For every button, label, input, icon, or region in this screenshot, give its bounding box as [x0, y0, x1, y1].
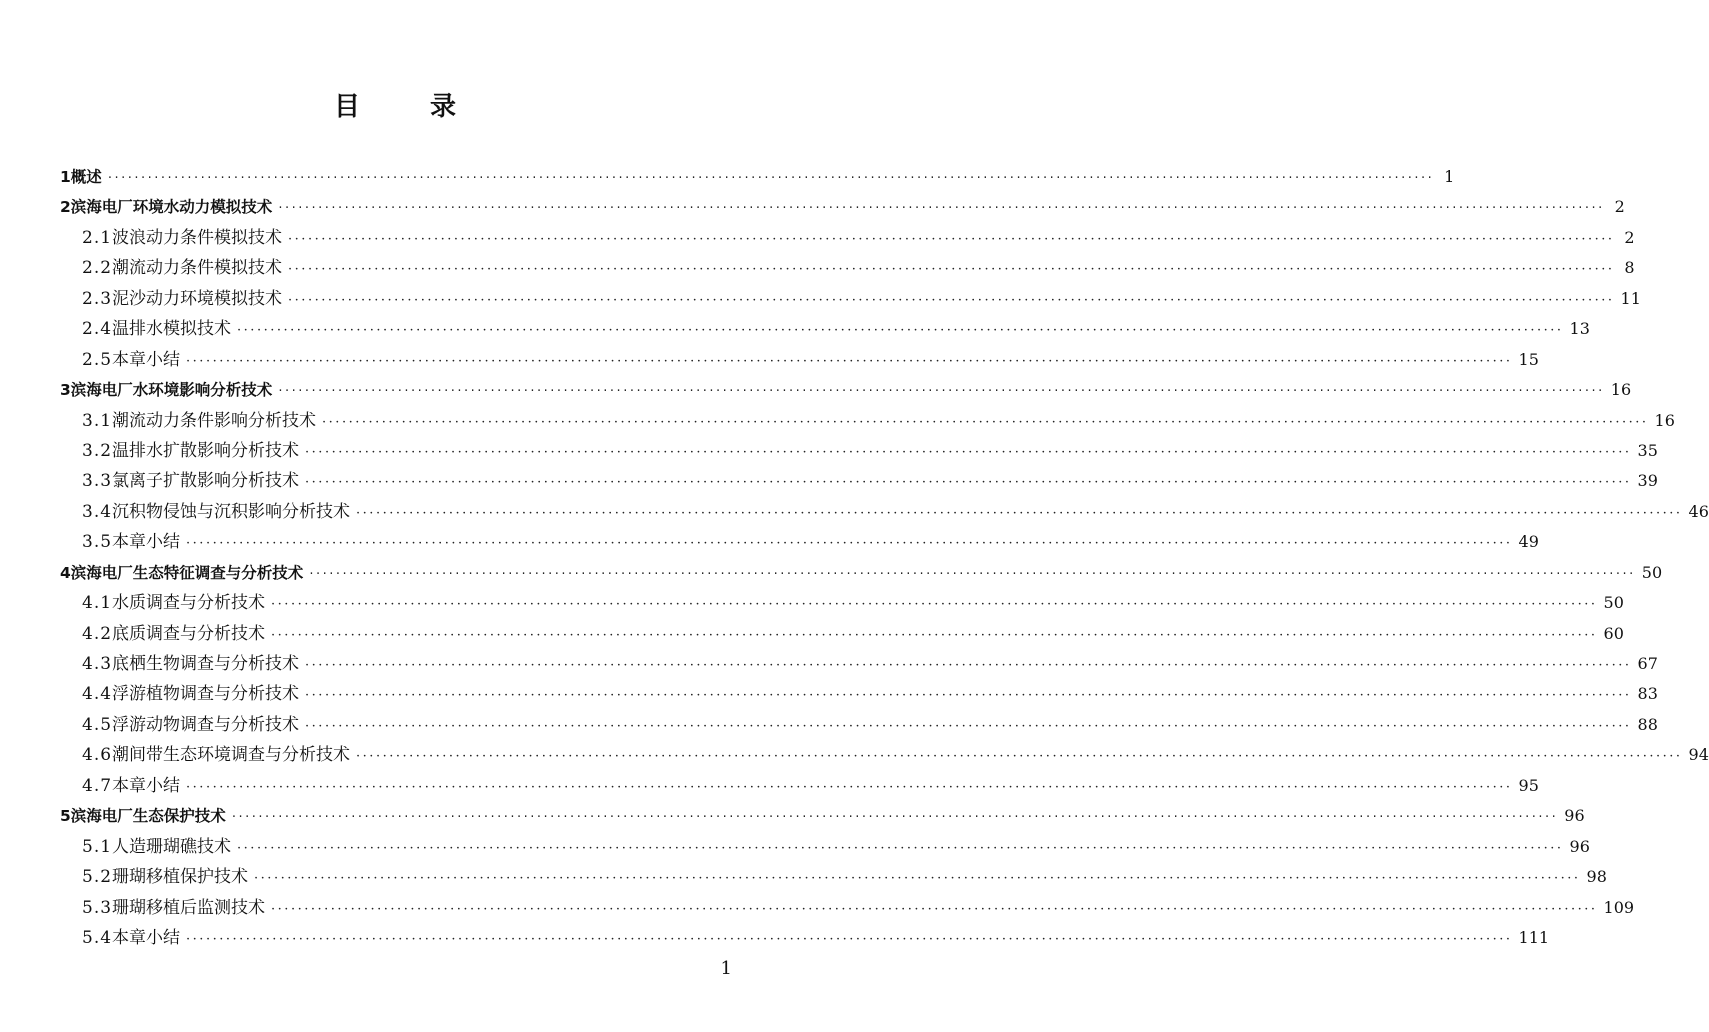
toc-section-entry[interactable]	[60, 862, 1607, 892]
page-number: 1	[720, 958, 732, 979]
toc-leader-dots: ········································································································································································································	[356, 749, 1683, 765]
toc-section-entry[interactable]	[60, 314, 1590, 344]
toc-entry-label: 底质调查与分析技术	[112, 623, 266, 644]
toc-entry-label: 氯离子扩散影响分析技术	[112, 471, 300, 492]
toc-entry-page: 16	[1610, 380, 1632, 400]
toc-leader-dots: ········································································································································································································	[107, 171, 1435, 186]
toc-entry-page: 96	[1564, 806, 1585, 826]
toc-section-entry[interactable]	[60, 436, 1658, 466]
toc-entry-number: 5.3	[82, 897, 113, 918]
table-of-contents	[60, 162, 1709, 953]
toc-entry-page: 11	[1620, 288, 1641, 308]
toc-entry-label: 珊瑚移植后监测技术	[112, 897, 266, 918]
toc-section-entry[interactable]	[60, 466, 1658, 496]
toc-leader-dots: ········································································································································································································	[322, 414, 1649, 430]
toc-entry-number: 4.6	[82, 745, 113, 766]
toc-leader-dots: ········································································································································································································	[278, 384, 1605, 400]
toc-entry-number: 4.4	[82, 684, 113, 705]
toc-entry-label: 本章小结	[112, 349, 181, 370]
toc-entry-page: 67	[1637, 654, 1658, 673]
toc-entry-label: 珊瑚移植保护技术	[112, 867, 249, 888]
toc-entry-page: 50	[1603, 593, 1624, 613]
toc-leader-dots: ········································································································································································································	[288, 262, 1615, 278]
toc-leader-dots: ········································································································································································································	[288, 231, 1615, 247]
toc-entry-number: 4.5	[82, 714, 113, 735]
toc-section-entry[interactable]	[60, 345, 1539, 375]
toc-entry-page: 60	[1603, 623, 1624, 643]
toc-entry-number: 4	[60, 563, 71, 582]
toc-entry-page: 35	[1637, 440, 1658, 460]
toc-entry-page: 2	[1624, 227, 1635, 247]
toc-section-entry[interactable]	[60, 649, 1658, 679]
toc-leader-dots: ········································································································································································································	[271, 597, 1598, 613]
toc-entry-page: 8	[1624, 258, 1635, 278]
toc-entry-label: 滨海电厂生态特征调查与分析技术	[70, 563, 304, 582]
toc-chapter-entry[interactable]	[60, 558, 1663, 588]
toc-entry-page: 94	[1688, 745, 1709, 765]
toc-entry-number: 3.5	[82, 532, 113, 553]
toc-entry-label: 温排水扩散影响分析技术	[112, 440, 300, 461]
toc-section-entry[interactable]	[60, 223, 1635, 253]
toc-entry-number: 2.5	[82, 349, 113, 370]
toc-chapter-entry[interactable]	[60, 162, 1455, 192]
toc-entry-page: 13	[1569, 319, 1590, 339]
toc-section-entry[interactable]	[60, 740, 1709, 770]
toc-leader-dots: ········································································································································································································	[254, 871, 1581, 887]
toc-entry-page: 111	[1518, 927, 1550, 947]
toc-chapter-entry[interactable]	[60, 801, 1585, 831]
toc-section-entry[interactable]	[60, 253, 1635, 283]
toc-entry-page: 95	[1518, 775, 1539, 795]
toc-section-entry[interactable]	[60, 527, 1539, 557]
toc-entry-page: 46	[1688, 501, 1709, 521]
toc-entry-number: 5.2	[82, 867, 113, 888]
toc-leader-dots: ········································································································································································································	[271, 901, 1598, 917]
toc-entry-number: 4.7	[82, 775, 113, 796]
toc-leader-dots: ········································································································································································································	[309, 566, 1636, 582]
toc-chapter-entry[interactable]	[60, 375, 1632, 405]
toc-entry-label: 沉积物侵蚀与沉积影响分析技术	[112, 501, 351, 522]
toc-section-entry[interactable]	[60, 284, 1641, 314]
toc-entry-label: 滨海电厂生态保护技术	[70, 807, 226, 826]
toc-section-entry[interactable]	[60, 710, 1658, 740]
toc-entry-label: 浮游植物调查与分析技术	[112, 684, 300, 705]
toc-entry-page: 98	[1586, 867, 1607, 887]
toc-entry-number: 2.1	[82, 227, 113, 248]
toc-entry-number: 4.1	[82, 593, 113, 614]
toc-entry-label: 泥沙动力环境模拟技术	[112, 288, 283, 309]
toc-entry-label: 滨海电厂环境水动力模拟技术	[70, 198, 273, 217]
toc-entry-number: 5.4	[82, 927, 113, 948]
toc-entry-page: 16	[1654, 410, 1675, 430]
toc-leader-dots: ········································································································································································································	[305, 718, 1632, 734]
toc-entry-page: 1	[1444, 167, 1455, 186]
toc-leader-dots: ········································································································································································································	[305, 658, 1632, 673]
toc-section-entry[interactable]	[60, 497, 1709, 527]
toc-section-entry[interactable]	[60, 679, 1658, 709]
toc-entry-page: 83	[1637, 684, 1658, 704]
toc-entry-number: 3.1	[82, 410, 113, 431]
toc-entry-page: 15	[1518, 349, 1539, 369]
toc-entry-label: 滨海电厂水环境影响分析技术	[70, 381, 273, 400]
toc-entry-number: 2.4	[82, 319, 113, 340]
toc-entry-number: 3.3	[82, 471, 113, 492]
toc-section-entry[interactable]	[60, 588, 1624, 618]
toc-entry-label: 潮间带生态环境调查与分析技术	[112, 745, 351, 766]
toc-entry-label: 人造珊瑚礁技术	[112, 836, 232, 857]
toc-leader-dots: ········································································································································································································	[237, 323, 1564, 339]
toc-entry-page: 109	[1603, 897, 1635, 917]
toc-entry-label: 概述	[70, 168, 102, 186]
toc-leader-dots: ········································································································································································································	[305, 444, 1632, 460]
toc-leader-dots: ········································································································································································································	[186, 536, 1513, 552]
toc-leader-dots: ········································································································································································································	[186, 931, 1513, 947]
toc-entry-label: 本章小结	[112, 532, 181, 553]
toc-entry-number: 2	[60, 198, 71, 217]
toc-section-entry[interactable]	[60, 893, 1635, 923]
toc-leader-dots: ········································································································································································································	[305, 475, 1632, 491]
toc-entry-number: 5.1	[82, 836, 113, 857]
toc-section-entry[interactable]	[60, 923, 1550, 953]
toc-chapter-entry[interactable]	[60, 192, 1625, 222]
toc-leader-dots: ········································································································································································································	[237, 840, 1564, 856]
toc-entry-number: 5	[60, 807, 71, 826]
toc-entry-page: 39	[1637, 471, 1658, 491]
toc-entry-label: 波浪动力条件模拟技术	[112, 227, 283, 248]
toc-entry-label: 底栖生物调查与分析技术	[112, 654, 300, 674]
toc-entry-label: 浮游动物调查与分析技术	[112, 714, 300, 735]
toc-entry-number: 1	[60, 168, 71, 186]
toc-leader-dots: ········································································································································································································	[288, 292, 1615, 308]
toc-section-entry[interactable]	[60, 406, 1675, 436]
toc-entry-number: 2.2	[82, 258, 113, 279]
toc-entry-page: 88	[1637, 714, 1658, 734]
toc-entry-label: 温排水模拟技术	[112, 319, 232, 340]
toc-section-entry[interactable]	[60, 832, 1590, 862]
toc-entry-label: 本章小结	[112, 927, 181, 948]
toc-entry-label: 潮流动力条件影响分析技术	[112, 410, 317, 431]
toc-leader-dots: ········································································································································································································	[186, 353, 1513, 369]
toc-entry-number: 3	[60, 381, 71, 400]
toc-entry-number: 3.4	[82, 501, 113, 522]
toc-entry-page: 49	[1518, 532, 1539, 552]
toc-leader-dots: ········································································································································································································	[305, 688, 1632, 704]
toc-section-entry[interactable]	[60, 619, 1624, 649]
toc-section-entry[interactable]	[60, 771, 1539, 801]
toc-leader-dots: ········································································································································································································	[231, 810, 1559, 826]
toc-entry-page: 2	[1614, 197, 1625, 217]
page-title: 目录	[333, 92, 526, 122]
toc-entry-label: 本章小结	[112, 775, 181, 796]
toc-leader-dots: ········································································································································································································	[356, 505, 1683, 521]
toc-entry-label: 水质调查与分析技术	[112, 593, 266, 614]
toc-entry-label: 潮流动力条件模拟技术	[112, 258, 283, 279]
toc-entry-page: 96	[1569, 836, 1590, 856]
toc-entry-number: 3.2	[82, 440, 113, 461]
toc-leader-dots: ········································································································································································································	[271, 627, 1598, 643]
toc-leader-dots: ········································································································································································································	[186, 779, 1513, 795]
toc-entry-number: 4.2	[82, 623, 113, 644]
toc-leader-dots: ········································································································································································································	[278, 201, 1605, 217]
toc-entry-number: 4.3	[82, 654, 113, 674]
toc-entry-number: 2.3	[82, 288, 113, 309]
toc-entry-page: 50	[1641, 562, 1663, 582]
